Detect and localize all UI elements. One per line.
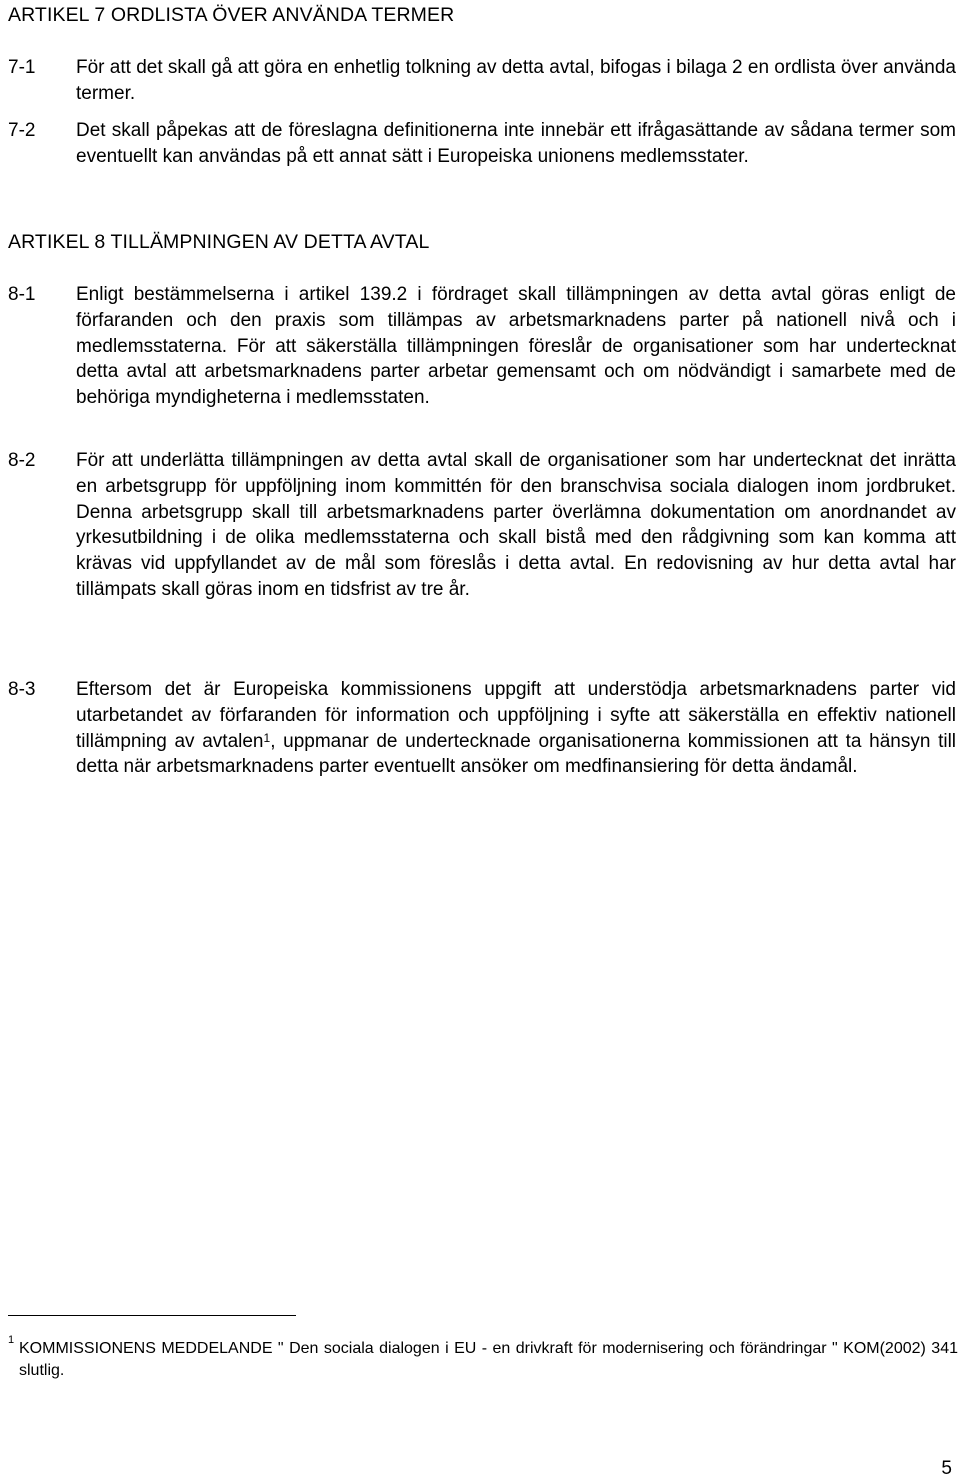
clause-text: Enligt bestämmelserna i artikel 139.2 i fördraget skall tillämpningen av detta avtal göras enligt de förfaranden och den praxis som tillämpas av arbetsmarknadens parter på nationell nivå och i medlemsstaterna. För att säkerställa tillämpningen föreslår de organisationer som har undertecknat detta avtal att arbetsmarknadens parter arbetar gemensamt och om nödvändigt i samarbete med de behöriga myndigheterna i medlemsstaten. bbox=[76, 284, 956, 409]
clause-text-part: Eftersom det är Europeiska kommissionens uppgift att understödja arbetsmarknadens parter vid utarbetandet av förfaranden för information och uppföljning i syfte att säkerställa en effektiv nationell tillämpning av avtalen bbox=[76, 679, 956, 752]
clause-number: 7-2 bbox=[8, 120, 36, 141]
clause-number: 8-3 bbox=[8, 679, 36, 700]
footnote-mark: 1 bbox=[8, 1334, 15, 1346]
clause-text: Det skall påpekas att de föreslagna definitionerna inte innebär ett ifrågasättande av sådana termer som eventuellt kan användas på ett annat sätt i Europeiska unionens medlemsstater. bbox=[76, 120, 956, 167]
clause-7-1 bbox=[8, 55, 956, 107]
footnote-separator bbox=[8, 1315, 296, 1316]
clause-8-3 bbox=[8, 677, 956, 780]
clause-7-2 bbox=[8, 118, 956, 170]
clause-number: 8-1 bbox=[8, 284, 36, 305]
article-7-heading: ARTIKEL 7 ORDLISTA ÖVER ANVÄNDA TERMER bbox=[8, 4, 455, 26]
clause-text-part: , uppmanar de undertecknade organisationerna kommissionen att ta hänsyn till detta när arbetsmarknadens parter eventuellt ansöker om medfinansiering för detta ändamål. bbox=[76, 730, 957, 778]
clause-8-2 bbox=[8, 448, 956, 603]
clause-8-1 bbox=[8, 282, 956, 411]
clause-text bbox=[76, 677, 956, 780]
article-8-heading: ARTIKEL 8 TILLÄMPNINGEN AV DETTA AVTAL bbox=[8, 231, 430, 253]
footnote bbox=[8, 1334, 958, 1381]
clause-number: 7-1 bbox=[8, 57, 36, 78]
clause-text: För att underlätta tillämpningen av detta avtal skall de organisationer som har undertecknat det inrätta en arbetsgrupp för uppföljning inom kommittén för den branschvisa sociala dialogen inom jordbruket. Denna arbetsgrupp skall till arbetsmarknadens parter överlämna dokumentation om anordnandet av yrkesutbildning i de olika medlemsstaterna och skall bistå med den rådgivning som kan komma att krävas vid uppfyllandet av de mål som föreslås i detta avtal. En redovisning av hur detta avtal har tillämpats skall göras inom en tidsfrist av tre år. bbox=[76, 450, 956, 600]
clause-number: 8-2 bbox=[8, 450, 36, 471]
footnote-reference: 1 bbox=[263, 730, 271, 745]
footnote-text: KOMMISSIONENS MEDDELANDE " Den sociala dialogen i EU - en drivkraft för modernisering och förändringar " KOM(2002) 341 slutlig. bbox=[19, 1340, 958, 1379]
page-number: 5 bbox=[941, 1458, 952, 1479]
clause-text: För att det skall gå att göra en enhetlig tolkning av detta avtal, bifogas i bilaga 2 en ordlista över använda termer. bbox=[76, 57, 956, 104]
